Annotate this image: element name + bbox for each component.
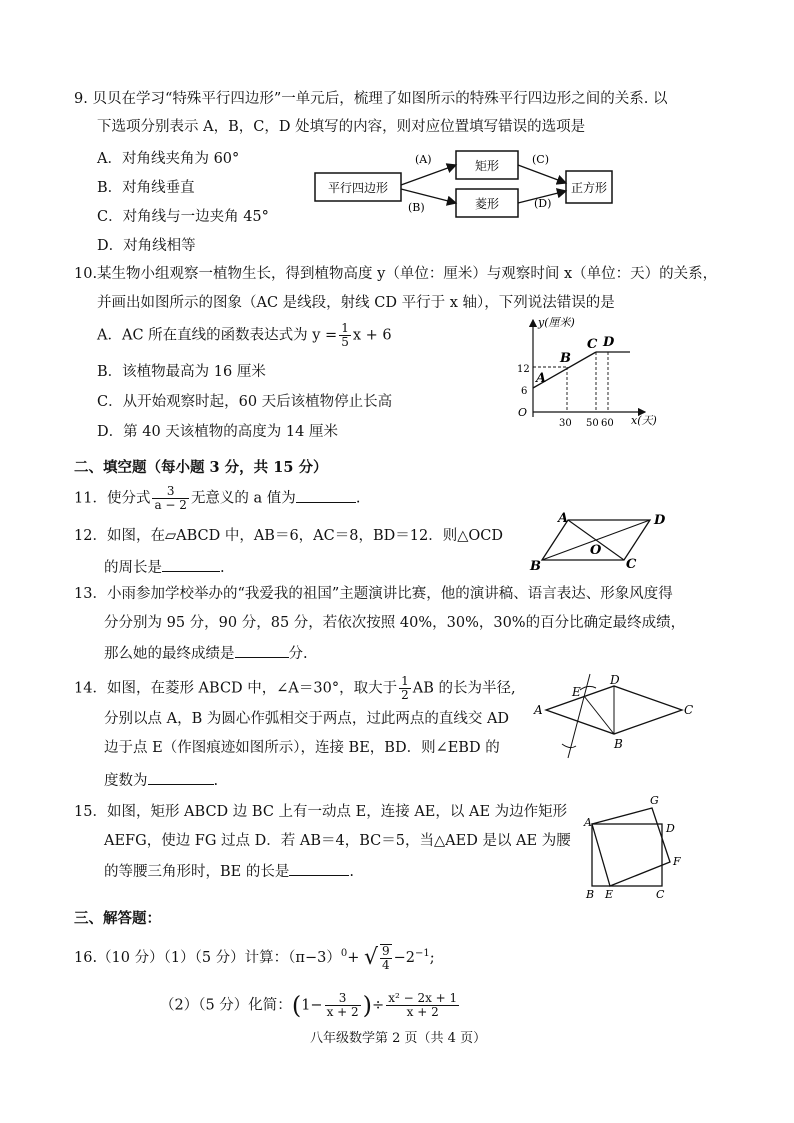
- svg-text:C: C: [684, 703, 694, 717]
- q15-answer-blank[interactable]: [289, 861, 349, 876]
- q10-option-d: D．第 40 天该植物的高度为 14 厘米: [97, 424, 338, 440]
- svg-text:E: E: [605, 888, 614, 901]
- page-footer: 八年级数学第 2 页（共 4 页）: [310, 1031, 487, 1046]
- svg-text:D: D: [654, 513, 666, 528]
- origin-label: O: [518, 406, 528, 419]
- point-c: C: [587, 337, 598, 352]
- square-label: 正方形: [570, 181, 608, 195]
- q12-answer-blank[interactable]: [162, 557, 220, 572]
- q10-stem-line2: 并画出如图所示的图象（AC 是线段，射线 CD 平行于 x 轴），下列说法错误的是: [97, 295, 615, 311]
- q12-line2: 的周长是 .: [104, 557, 225, 577]
- svg-text:G: G: [650, 794, 659, 807]
- svg-text:D: D: [666, 822, 675, 835]
- label-d: (D): [534, 197, 552, 210]
- parallelogram-label: 平行四边形: [327, 181, 389, 195]
- label-a: (A): [415, 153, 432, 166]
- svg-text:D: D: [610, 673, 620, 687]
- x-tick-60: 60: [601, 418, 614, 429]
- q9-option-a: A．对角线夹角为 60°: [97, 151, 240, 167]
- y-tick-12: 12: [517, 364, 530, 375]
- q12-line1: 12．如图，在▱ABCD 中，AB＝6，AC＝8，BD＝12．则△OCD: [74, 528, 503, 544]
- rhombus-label: 菱形: [474, 197, 500, 211]
- rectangle-label: 矩形: [474, 159, 500, 173]
- q15-rectangle-figure: [578, 790, 690, 902]
- q14-rhombus-figure: [532, 668, 698, 764]
- q14-line3: 边于点 E（作图痕迹如图所示），连接 BE，BD．则∠EBD 的: [104, 740, 500, 756]
- svg-text:F: F: [673, 855, 681, 868]
- q14-line1: 14．如图，在菱形 ABCD 中，∠A＝30°，取大于 $\frac{1}{2}$ AB 的长为半径,: [74, 674, 516, 702]
- point-a: A: [536, 371, 547, 386]
- q13-line2: 分分别为 95 分，90 分，85 分，若依次按照 40%，30%，30%的百分比确定最终成绩，: [104, 615, 686, 631]
- q9-option-d: D．对角线相等: [97, 238, 196, 254]
- q9-option-c: C．对角线与一边夹角 45°: [97, 209, 269, 225]
- q10-option-c: C．从开始观察时起，60 天后该植物停止长高: [97, 394, 393, 410]
- svg-text:B: B: [614, 737, 623, 751]
- svg-text:E: E: [572, 685, 581, 699]
- y-tick-6: 6: [521, 386, 528, 397]
- q10-stem-line1: 10.某生物小组观察一植物生长，得到植物高度 y（单位：厘米）与观察时间 x（单位：天）的关系，: [74, 266, 718, 282]
- q15-line2: AEFG，使边 FG 过点 D．若 AB＝4，BC＝5，当△AED 是以 AE 为腰: [104, 833, 571, 849]
- section-2-heading: 二、填空题（每小题 3 分，共 15 分）: [74, 459, 328, 476]
- x-tick-30: 30: [559, 418, 572, 429]
- label-c: (C): [532, 153, 549, 166]
- x-tick-50: 50: [586, 418, 599, 429]
- q16-part2: （2）（5 分）化简：(1− $\frac{3}{x + 2}$ )÷ $\frac{\text{x² − 2x + 1}}{x + 2}$: [160, 991, 458, 1020]
- label-b: (B): [408, 201, 425, 214]
- q14-answer-blank[interactable]: [148, 770, 214, 785]
- q10-graph: [505, 312, 695, 430]
- q10-option-a: A．AC 所在直线的函数表达式为 y = $\frac{1}{5}$ x + 6: [97, 321, 392, 349]
- svg-text:B: B: [586, 888, 595, 901]
- q11-answer-blank[interactable]: [296, 488, 356, 503]
- q15-line1: 15．如图，矩形 ABCD 边 BC 上有一动点 E，连接 AE，以 AE 为边作矩形: [74, 804, 568, 820]
- section-3-heading: 三、解答题：: [74, 910, 161, 927]
- q10-option-b: B．该植物最高为 16 厘米: [97, 364, 266, 380]
- svg-text:C: C: [626, 557, 637, 572]
- x-axis-label: x(天): [631, 414, 657, 427]
- q16-part1: 16.（10 分）（1）（5 分）计算：$(\pi-3)^0+$ √ $\frac{9}{4}$ $-2^{-1}$;: [74, 944, 435, 972]
- q9-option-b: B．对角线垂直: [97, 180, 195, 196]
- point-b: B: [560, 351, 571, 366]
- svg-text:A: A: [534, 703, 543, 717]
- q13-line3: 那么她的最终成绩是 分.: [104, 643, 308, 663]
- point-d: D: [603, 335, 615, 350]
- svg-text:C: C: [656, 888, 665, 901]
- q9-stem-line2: 下选项分别表示 A，B，C，D 处填写的内容，则对应位置填写错误的选项是: [97, 119, 586, 135]
- q13-line1: 13．小雨参加学校举办的“我爱我的祖国”主题演讲比赛，他的演讲稿、语言表达、形象风度得: [74, 586, 673, 602]
- q15-line3: 的等腰三角形时，BE 的长是 .: [104, 861, 354, 881]
- q9-relation-diagram: [310, 145, 620, 225]
- q12-parallelogram-figure: [526, 508, 676, 573]
- q9-stem-line1: 9. 贝贝在学习“特殊平行四边形”一单元后，梳理了如图所示的特殊平行四边形之间的关系. 以: [74, 91, 668, 107]
- svg-text:O: O: [590, 543, 602, 558]
- q14-line4: 度数为 .: [104, 770, 218, 790]
- svg-text:A: A: [558, 511, 569, 526]
- q11: 11．使分式 $\frac{3}{a - 2}$ 无意义的 a 值为 .: [74, 484, 361, 512]
- svg-text:B: B: [530, 559, 541, 573]
- y-axis-label: y(厘米): [538, 316, 575, 329]
- q14-line2: 分别以点 A，B 为圆心作弧相交于两点，过此两点的直线交 AD: [104, 711, 510, 727]
- svg-text:A: A: [584, 816, 592, 829]
- q13-answer-blank[interactable]: [235, 643, 289, 658]
